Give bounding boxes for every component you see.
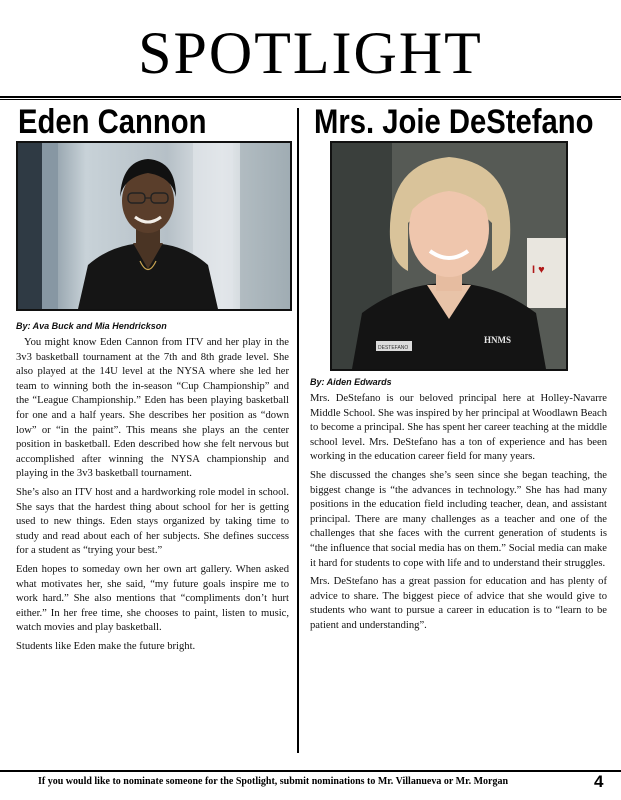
eden-cannon-article (16, 336, 289, 658)
nomination-footer: If you would like to nominate someone for the Spotlight, submit nominations to Mr. Villanueva or Mr. Morgan (38, 776, 509, 787)
right-paragraph-1: Mrs. DeStefano is our beloved principal here at Holley-Navarre Middle School. She was inspired by her principal at Woodlawn Beach to become a principal. She has spent her career teaching at the middle school level. Mrs. DeStefano has a ton of experience and has been working in the education career field for many years. (310, 393, 607, 463)
left-paragraph-4: Students like Eden make the future bright. (16, 640, 196, 652)
poster-text: I ♥ (532, 264, 545, 276)
nametag-text: DESTEFANO (378, 345, 409, 351)
joie-destefano-photo (330, 141, 568, 371)
left-paragraph-1: You might know Eden Cannon from ITV and her play in the 3v3 basketball tournament at the 7th and 8th grade level. She also played at the 14U level at the NYSA where she led her team to winning both the in-season “Cup Championship” and the “League Championship.” Eden has been playing basketball for one and a half years. She describes her position as “down low” or “in the paint”. This means she plays an the center position in basketball. Eden described how she felt nervous but accomplished after winning the NYSA championship and playing in the 3v3 basketball tournament. (16, 337, 289, 480)
left-byline: By: Ava Buck and Mia Hendrickson (16, 321, 167, 331)
left-paragraph-2: She’s also an ITV host and a hardworking role model in school. She says that the hardest thing about school for her is getting used to new things. Eden stays organized by taking time to study and read about each of her subjects. She defines success for a student as “trying your best.” (16, 486, 289, 557)
masthead-rule (0, 96, 621, 98)
footer-rule (0, 770, 621, 772)
joie-destefano-article (310, 392, 607, 638)
masthead-rule-thin (0, 99, 621, 100)
left-feature-name: Eden Cannon (18, 103, 207, 141)
joie-destefano-portrait (332, 143, 566, 369)
right-paragraph-2: She discussed the changes she’s seen since she began teaching, the biggest change is “the advances in technology.” She has had many positions in the education field including teacher, dean, and assistant principal. There are many challenges as a teacher and one of the challenges that she faces with the current generation of students is “the influence that social media has on them.” Social media can make it hard for students to cope with life and to understand their struggles. (310, 469, 607, 569)
right-feature-name: Mrs. Joie DeStefano (314, 103, 594, 141)
page-number: 4 (594, 772, 604, 791)
eden-cannon-photo (16, 141, 292, 311)
badge-text: HNMS (484, 335, 511, 345)
right-paragraph-3: Mrs. DeStefano has a great passion for education and has plenty of advice to share. The biggest piece of advice that she would give to students who want to pursue a career in education is to “learn to be patient and understanding”. (310, 576, 607, 631)
column-divider (297, 108, 299, 753)
left-paragraph-3: Eden hopes to someday own her own art gallery. When asked what motivates her, she said, “my future goals inspire me to work hard.” She also mentions that “compliments don’t hurt either.” In her free time, she chooses to paint, listen to music, watch movies and play basketball. (16, 563, 289, 634)
right-byline: By: Aiden Edwards (310, 377, 392, 387)
eden-cannon-portrait (18, 143, 290, 309)
masthead-title: SPOTLIGHT (138, 20, 483, 86)
